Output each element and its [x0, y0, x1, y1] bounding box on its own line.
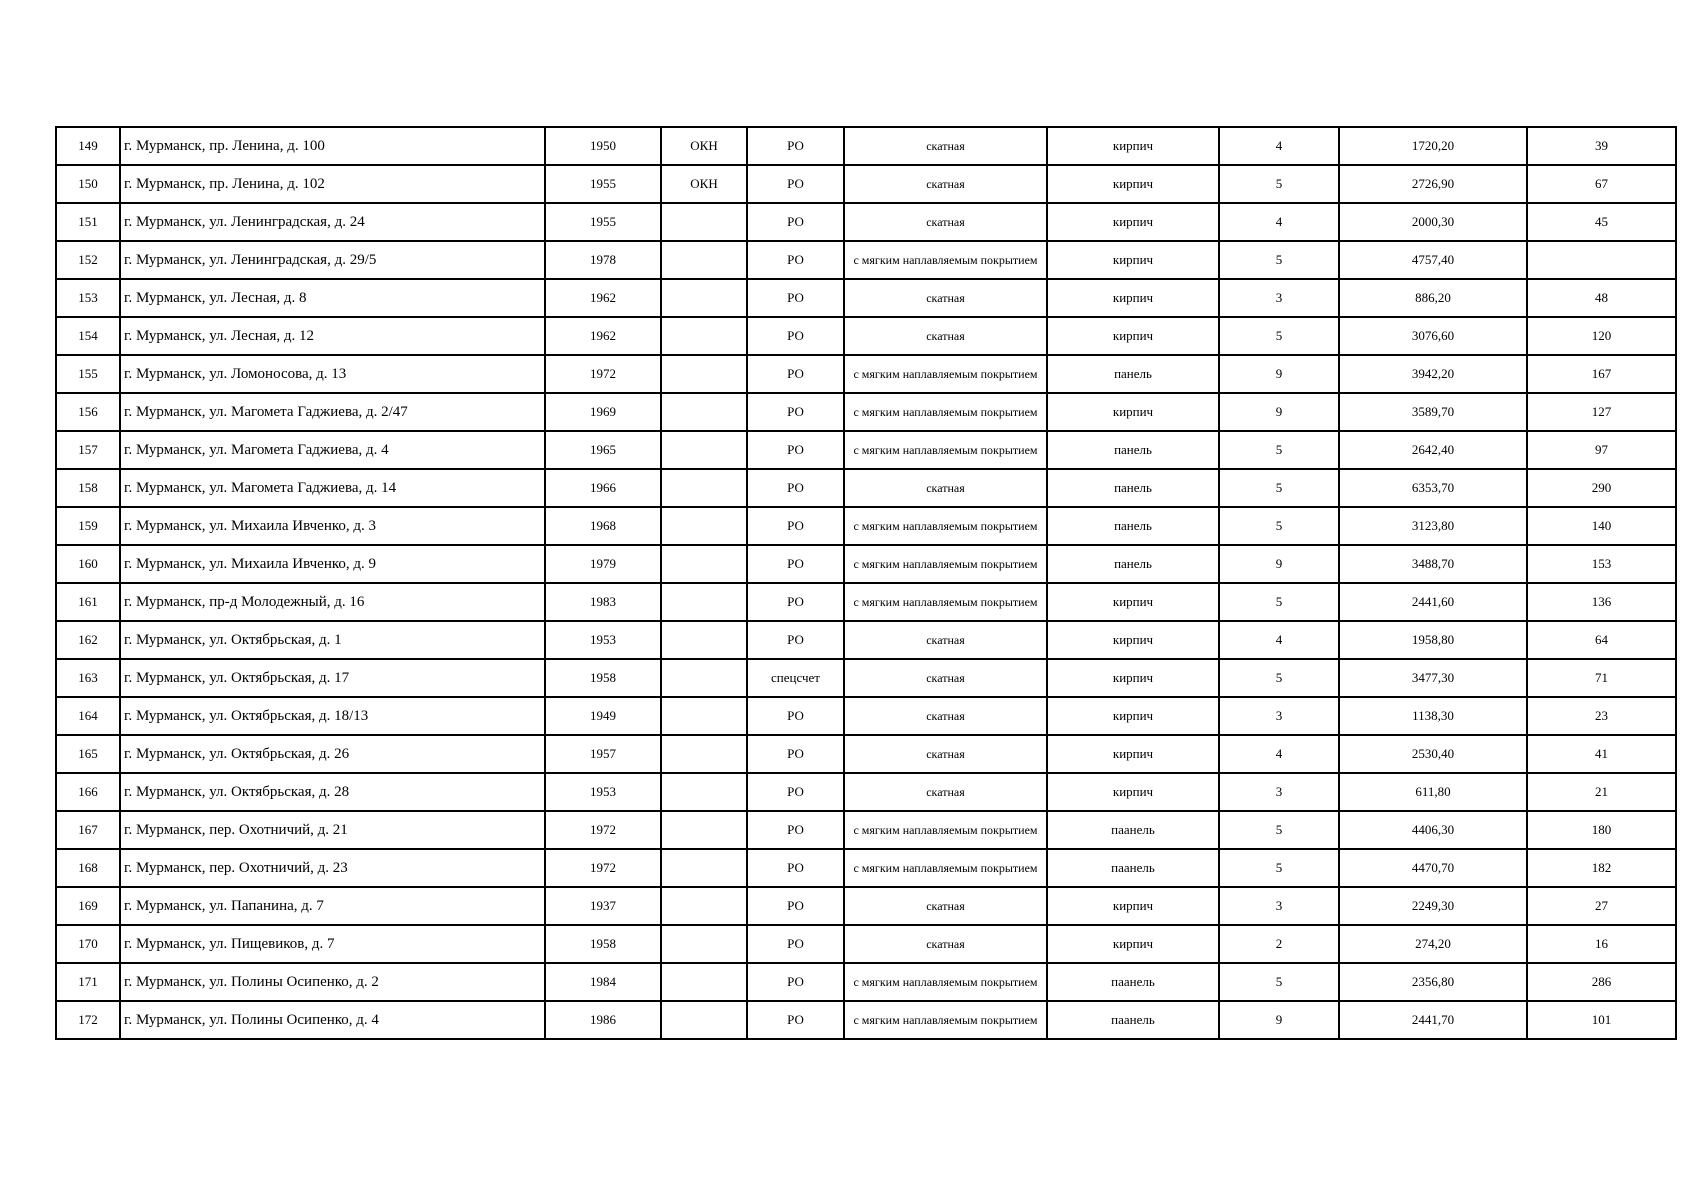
wall-material-cell: кирпич: [1047, 393, 1219, 431]
year-built-cell: 1965: [545, 431, 661, 469]
area-cell: 611,80: [1339, 773, 1527, 811]
wall-material-cell: панель: [1047, 355, 1219, 393]
wall-material-cell: паанель: [1047, 811, 1219, 849]
fund-type-cell: РО: [747, 735, 844, 773]
heritage-status-cell: [661, 1001, 747, 1039]
roof-type-cell: с мягким наплавляемым покрытием: [844, 507, 1047, 545]
year-built-cell: 1953: [545, 621, 661, 659]
row-number-cell: 168: [56, 849, 120, 887]
roof-type-cell: с мягким наплавляемым покрытием: [844, 393, 1047, 431]
heritage-status-cell: [661, 545, 747, 583]
address-cell: г. Мурманск, ул. Магомета Гаджиева, д. 14: [120, 469, 545, 507]
heritage-status-cell: [661, 507, 747, 545]
year-built-cell: 1986: [545, 1001, 661, 1039]
fund-type-cell: РО: [747, 127, 844, 165]
heritage-status-cell: [661, 735, 747, 773]
year-built-cell: 1972: [545, 355, 661, 393]
address-cell: г. Мурманск, ул. Ленинградская, д. 24: [120, 203, 545, 241]
table-row: [56, 355, 1676, 393]
address-cell: г. Мурманск, ул. Октябрьская, д. 18/13: [120, 697, 545, 735]
table-row: [56, 507, 1676, 545]
floors-cell: 5: [1219, 507, 1339, 545]
table-row: [56, 165, 1676, 203]
floors-cell: 5: [1219, 963, 1339, 1001]
floors-cell: 9: [1219, 355, 1339, 393]
wall-material-cell: кирпич: [1047, 697, 1219, 735]
row-number-cell: 167: [56, 811, 120, 849]
wall-material-cell: кирпич: [1047, 735, 1219, 773]
heritage-status-cell: [661, 659, 747, 697]
fund-type-cell: РО: [747, 963, 844, 1001]
roof-type-cell: с мягким наплавляемым покрытием: [844, 849, 1047, 887]
floors-cell: 5: [1219, 431, 1339, 469]
fund-type-cell: РО: [747, 507, 844, 545]
residents-cell: 101: [1527, 1001, 1676, 1039]
row-number-cell: 162: [56, 621, 120, 659]
address-cell: г. Мурманск, ул. Лесная, д. 12: [120, 317, 545, 355]
floors-cell: 5: [1219, 659, 1339, 697]
residents-cell: 153: [1527, 545, 1676, 583]
table-row: [56, 735, 1676, 773]
table-row: [56, 393, 1676, 431]
residents-cell: 290: [1527, 469, 1676, 507]
heritage-status-cell: [661, 203, 747, 241]
area-cell: 886,20: [1339, 279, 1527, 317]
area-cell: 2726,90: [1339, 165, 1527, 203]
floors-cell: 4: [1219, 127, 1339, 165]
year-built-cell: 1953: [545, 773, 661, 811]
residents-cell: [1527, 241, 1676, 279]
fund-type-cell: РО: [747, 279, 844, 317]
heritage-status-cell: [661, 811, 747, 849]
heritage-status-cell: [661, 963, 747, 1001]
table-row: [56, 203, 1676, 241]
area-cell: 1958,80: [1339, 621, 1527, 659]
table-row: [56, 545, 1676, 583]
wall-material-cell: кирпич: [1047, 241, 1219, 279]
address-cell: г. Мурманск, пр. Ленина, д. 102: [120, 165, 545, 203]
table-row: [56, 469, 1676, 507]
table-row: [56, 659, 1676, 697]
row-number-cell: 156: [56, 393, 120, 431]
row-number-cell: 160: [56, 545, 120, 583]
area-cell: 1138,30: [1339, 697, 1527, 735]
residents-cell: 48: [1527, 279, 1676, 317]
area-cell: 2356,80: [1339, 963, 1527, 1001]
wall-material-cell: кирпич: [1047, 773, 1219, 811]
year-built-cell: 1968: [545, 507, 661, 545]
fund-type-cell: РО: [747, 431, 844, 469]
table-row: [56, 697, 1676, 735]
year-built-cell: 1955: [545, 165, 661, 203]
row-number-cell: 158: [56, 469, 120, 507]
row-number-cell: 149: [56, 127, 120, 165]
row-number-cell: 165: [56, 735, 120, 773]
table-row: [56, 773, 1676, 811]
fund-type-cell: РО: [747, 241, 844, 279]
floors-cell: 2: [1219, 925, 1339, 963]
address-cell: г. Мурманск, ул. Магомета Гаджиева, д. 4: [120, 431, 545, 469]
heritage-status-cell: [661, 925, 747, 963]
roof-type-cell: скатная: [844, 735, 1047, 773]
row-number-cell: 164: [56, 697, 120, 735]
heritage-status-cell: [661, 697, 747, 735]
year-built-cell: 1937: [545, 887, 661, 925]
residents-cell: 16: [1527, 925, 1676, 963]
wall-material-cell: панель: [1047, 431, 1219, 469]
roof-type-cell: скатная: [844, 279, 1047, 317]
heritage-status-cell: [661, 393, 747, 431]
residents-cell: 136: [1527, 583, 1676, 621]
table-row: [56, 811, 1676, 849]
fund-type-cell: РО: [747, 887, 844, 925]
floors-cell: 3: [1219, 279, 1339, 317]
residents-cell: 64: [1527, 621, 1676, 659]
year-built-cell: 1983: [545, 583, 661, 621]
year-built-cell: 1958: [545, 659, 661, 697]
table-body: [56, 127, 1676, 1039]
wall-material-cell: кирпич: [1047, 659, 1219, 697]
address-cell: г. Мурманск, ул. Октябрьская, д. 28: [120, 773, 545, 811]
roof-type-cell: скатная: [844, 659, 1047, 697]
address-cell: г. Мурманск, ул. Ленинградская, д. 29/5: [120, 241, 545, 279]
row-number-cell: 170: [56, 925, 120, 963]
area-cell: 3942,20: [1339, 355, 1527, 393]
floors-cell: 4: [1219, 735, 1339, 773]
area-cell: 2249,30: [1339, 887, 1527, 925]
row-number-cell: 155: [56, 355, 120, 393]
row-number-cell: 166: [56, 773, 120, 811]
residents-cell: 39: [1527, 127, 1676, 165]
area-cell: 2000,30: [1339, 203, 1527, 241]
heritage-status-cell: [661, 355, 747, 393]
row-number-cell: 172: [56, 1001, 120, 1039]
fund-type-cell: РО: [747, 583, 844, 621]
floors-cell: 5: [1219, 165, 1339, 203]
year-built-cell: 1962: [545, 317, 661, 355]
year-built-cell: 1950: [545, 127, 661, 165]
floors-cell: 5: [1219, 583, 1339, 621]
row-number-cell: 157: [56, 431, 120, 469]
area-cell: 2642,40: [1339, 431, 1527, 469]
roof-type-cell: с мягким наплавляемым покрытием: [844, 241, 1047, 279]
row-number-cell: 152: [56, 241, 120, 279]
residents-cell: 67: [1527, 165, 1676, 203]
table-row: [56, 621, 1676, 659]
residents-cell: 127: [1527, 393, 1676, 431]
fund-type-cell: РО: [747, 773, 844, 811]
table-row: [56, 127, 1676, 165]
year-built-cell: 1978: [545, 241, 661, 279]
address-cell: г. Мурманск, ул. Октябрьская, д. 26: [120, 735, 545, 773]
area-cell: 2441,60: [1339, 583, 1527, 621]
wall-material-cell: кирпич: [1047, 279, 1219, 317]
wall-material-cell: кирпич: [1047, 925, 1219, 963]
table-row: [56, 241, 1676, 279]
residents-cell: 41: [1527, 735, 1676, 773]
address-cell: г. Мурманск, пер. Охотничий, д. 23: [120, 849, 545, 887]
roof-type-cell: с мягким наплавляемым покрытием: [844, 963, 1047, 1001]
floors-cell: 4: [1219, 621, 1339, 659]
address-cell: г. Мурманск, ул. Лесная, д. 8: [120, 279, 545, 317]
year-built-cell: 1979: [545, 545, 661, 583]
fund-type-cell: РО: [747, 697, 844, 735]
roof-type-cell: скатная: [844, 469, 1047, 507]
area-cell: 4757,40: [1339, 241, 1527, 279]
roof-type-cell: скатная: [844, 317, 1047, 355]
roof-type-cell: скатная: [844, 165, 1047, 203]
address-cell: г. Мурманск, ул. Михаила Ивченко, д. 9: [120, 545, 545, 583]
roof-type-cell: с мягким наплавляемым покрытием: [844, 545, 1047, 583]
year-built-cell: 1969: [545, 393, 661, 431]
wall-material-cell: кирпич: [1047, 165, 1219, 203]
residents-cell: 97: [1527, 431, 1676, 469]
roof-type-cell: скатная: [844, 127, 1047, 165]
heritage-status-cell: [661, 887, 747, 925]
heritage-status-cell: [661, 431, 747, 469]
table-row: [56, 1001, 1676, 1039]
table-row: [56, 279, 1676, 317]
fund-type-cell: РО: [747, 811, 844, 849]
fund-type-cell: РО: [747, 469, 844, 507]
row-number-cell: 163: [56, 659, 120, 697]
wall-material-cell: паанель: [1047, 1001, 1219, 1039]
floors-cell: 9: [1219, 545, 1339, 583]
residents-cell: 140: [1527, 507, 1676, 545]
roof-type-cell: скатная: [844, 773, 1047, 811]
fund-type-cell: РО: [747, 545, 844, 583]
roof-type-cell: с мягким наплавляемым покрытием: [844, 431, 1047, 469]
area-cell: 4470,70: [1339, 849, 1527, 887]
floors-cell: 5: [1219, 849, 1339, 887]
roof-type-cell: скатная: [844, 621, 1047, 659]
residents-cell: 182: [1527, 849, 1676, 887]
fund-type-cell: РО: [747, 203, 844, 241]
row-number-cell: 150: [56, 165, 120, 203]
wall-material-cell: кирпич: [1047, 317, 1219, 355]
address-cell: г. Мурманск, ул. Магомета Гаджиева, д. 2/47: [120, 393, 545, 431]
year-built-cell: 1972: [545, 849, 661, 887]
residents-cell: 167: [1527, 355, 1676, 393]
heritage-status-cell: [661, 241, 747, 279]
row-number-cell: 153: [56, 279, 120, 317]
wall-material-cell: кирпич: [1047, 621, 1219, 659]
address-cell: г. Мурманск, ул. Октябрьская, д. 1: [120, 621, 545, 659]
fund-type-cell: РО: [747, 621, 844, 659]
wall-material-cell: паанель: [1047, 963, 1219, 1001]
year-built-cell: 1972: [545, 811, 661, 849]
roof-type-cell: скатная: [844, 887, 1047, 925]
area-cell: 4406,30: [1339, 811, 1527, 849]
address-cell: г. Мурманск, пер. Охотничий, д. 21: [120, 811, 545, 849]
floors-cell: 4: [1219, 203, 1339, 241]
fund-type-cell: РО: [747, 393, 844, 431]
row-number-cell: 171: [56, 963, 120, 1001]
housing-register-table: [55, 126, 1677, 1040]
year-built-cell: 1958: [545, 925, 661, 963]
year-built-cell: 1962: [545, 279, 661, 317]
address-cell: г. Мурманск, ул. Ломоносова, д. 13: [120, 355, 545, 393]
table-row: [56, 887, 1676, 925]
table-row: [56, 431, 1676, 469]
area-cell: 3477,30: [1339, 659, 1527, 697]
residents-cell: 120: [1527, 317, 1676, 355]
area-cell: 3123,80: [1339, 507, 1527, 545]
floors-cell: 5: [1219, 241, 1339, 279]
heritage-status-cell: [661, 317, 747, 355]
row-number-cell: 154: [56, 317, 120, 355]
residents-cell: 180: [1527, 811, 1676, 849]
fund-type-cell: спецсчет: [747, 659, 844, 697]
fund-type-cell: РО: [747, 1001, 844, 1039]
fund-type-cell: РО: [747, 355, 844, 393]
residents-cell: 71: [1527, 659, 1676, 697]
roof-type-cell: с мягким наплавляемым покрытием: [844, 355, 1047, 393]
floors-cell: 3: [1219, 887, 1339, 925]
heritage-status-cell: [661, 849, 747, 887]
area-cell: 274,20: [1339, 925, 1527, 963]
residents-cell: 23: [1527, 697, 1676, 735]
address-cell: г. Мурманск, пр-д Молодежный, д. 16: [120, 583, 545, 621]
roof-type-cell: с мягким наплавляемым покрытием: [844, 811, 1047, 849]
address-cell: г. Мурманск, ул. Полины Осипенко, д. 4: [120, 1001, 545, 1039]
table-row: [56, 849, 1676, 887]
wall-material-cell: паанель: [1047, 849, 1219, 887]
table-row: [56, 317, 1676, 355]
roof-type-cell: скатная: [844, 697, 1047, 735]
residents-cell: 45: [1527, 203, 1676, 241]
floors-cell: 5: [1219, 811, 1339, 849]
wall-material-cell: кирпич: [1047, 127, 1219, 165]
fund-type-cell: РО: [747, 849, 844, 887]
year-built-cell: 1957: [545, 735, 661, 773]
address-cell: г. Мурманск, пр. Ленина, д. 100: [120, 127, 545, 165]
floors-cell: 3: [1219, 697, 1339, 735]
area-cell: 6353,70: [1339, 469, 1527, 507]
year-built-cell: 1984: [545, 963, 661, 1001]
year-built-cell: 1949: [545, 697, 661, 735]
year-built-cell: 1966: [545, 469, 661, 507]
floors-cell: 5: [1219, 317, 1339, 355]
row-number-cell: 161: [56, 583, 120, 621]
address-cell: г. Мурманск, ул. Полины Осипенко, д. 2: [120, 963, 545, 1001]
wall-material-cell: панель: [1047, 545, 1219, 583]
address-cell: г. Мурманск, ул. Пищевиков, д. 7: [120, 925, 545, 963]
heritage-status-cell: [661, 279, 747, 317]
row-number-cell: 159: [56, 507, 120, 545]
area-cell: 2530,40: [1339, 735, 1527, 773]
floors-cell: 3: [1219, 773, 1339, 811]
table-row: [56, 963, 1676, 1001]
floors-cell: 9: [1219, 1001, 1339, 1039]
heritage-status-cell: [661, 469, 747, 507]
fund-type-cell: РО: [747, 925, 844, 963]
residents-cell: 286: [1527, 963, 1676, 1001]
heritage-status-cell: [661, 621, 747, 659]
wall-material-cell: кирпич: [1047, 887, 1219, 925]
area-cell: 3589,70: [1339, 393, 1527, 431]
roof-type-cell: с мягким наплавляемым покрытием: [844, 583, 1047, 621]
roof-type-cell: скатная: [844, 925, 1047, 963]
area-cell: 3076,60: [1339, 317, 1527, 355]
area-cell: 1720,20: [1339, 127, 1527, 165]
fund-type-cell: РО: [747, 165, 844, 203]
heritage-status-cell: [661, 583, 747, 621]
floors-cell: 9: [1219, 393, 1339, 431]
address-cell: г. Мурманск, ул. Михаила Ивченко, д. 3: [120, 507, 545, 545]
wall-material-cell: кирпич: [1047, 583, 1219, 621]
wall-material-cell: кирпич: [1047, 203, 1219, 241]
wall-material-cell: панель: [1047, 469, 1219, 507]
wall-material-cell: панель: [1047, 507, 1219, 545]
table-row: [56, 925, 1676, 963]
area-cell: 2441,70: [1339, 1001, 1527, 1039]
heritage-status-cell: [661, 773, 747, 811]
roof-type-cell: скатная: [844, 203, 1047, 241]
heritage-status-cell: ОКН: [661, 127, 747, 165]
area-cell: 3488,70: [1339, 545, 1527, 583]
floors-cell: 5: [1219, 469, 1339, 507]
year-built-cell: 1955: [545, 203, 661, 241]
address-cell: г. Мурманск, ул. Папанина, д. 7: [120, 887, 545, 925]
row-number-cell: 169: [56, 887, 120, 925]
heritage-status-cell: ОКН: [661, 165, 747, 203]
address-cell: г. Мурманск, ул. Октябрьская, д. 17: [120, 659, 545, 697]
residents-cell: 27: [1527, 887, 1676, 925]
fund-type-cell: РО: [747, 317, 844, 355]
residents-cell: 21: [1527, 773, 1676, 811]
roof-type-cell: с мягким наплавляемым покрытием: [844, 1001, 1047, 1039]
table-row: [56, 583, 1676, 621]
row-number-cell: 151: [56, 203, 120, 241]
